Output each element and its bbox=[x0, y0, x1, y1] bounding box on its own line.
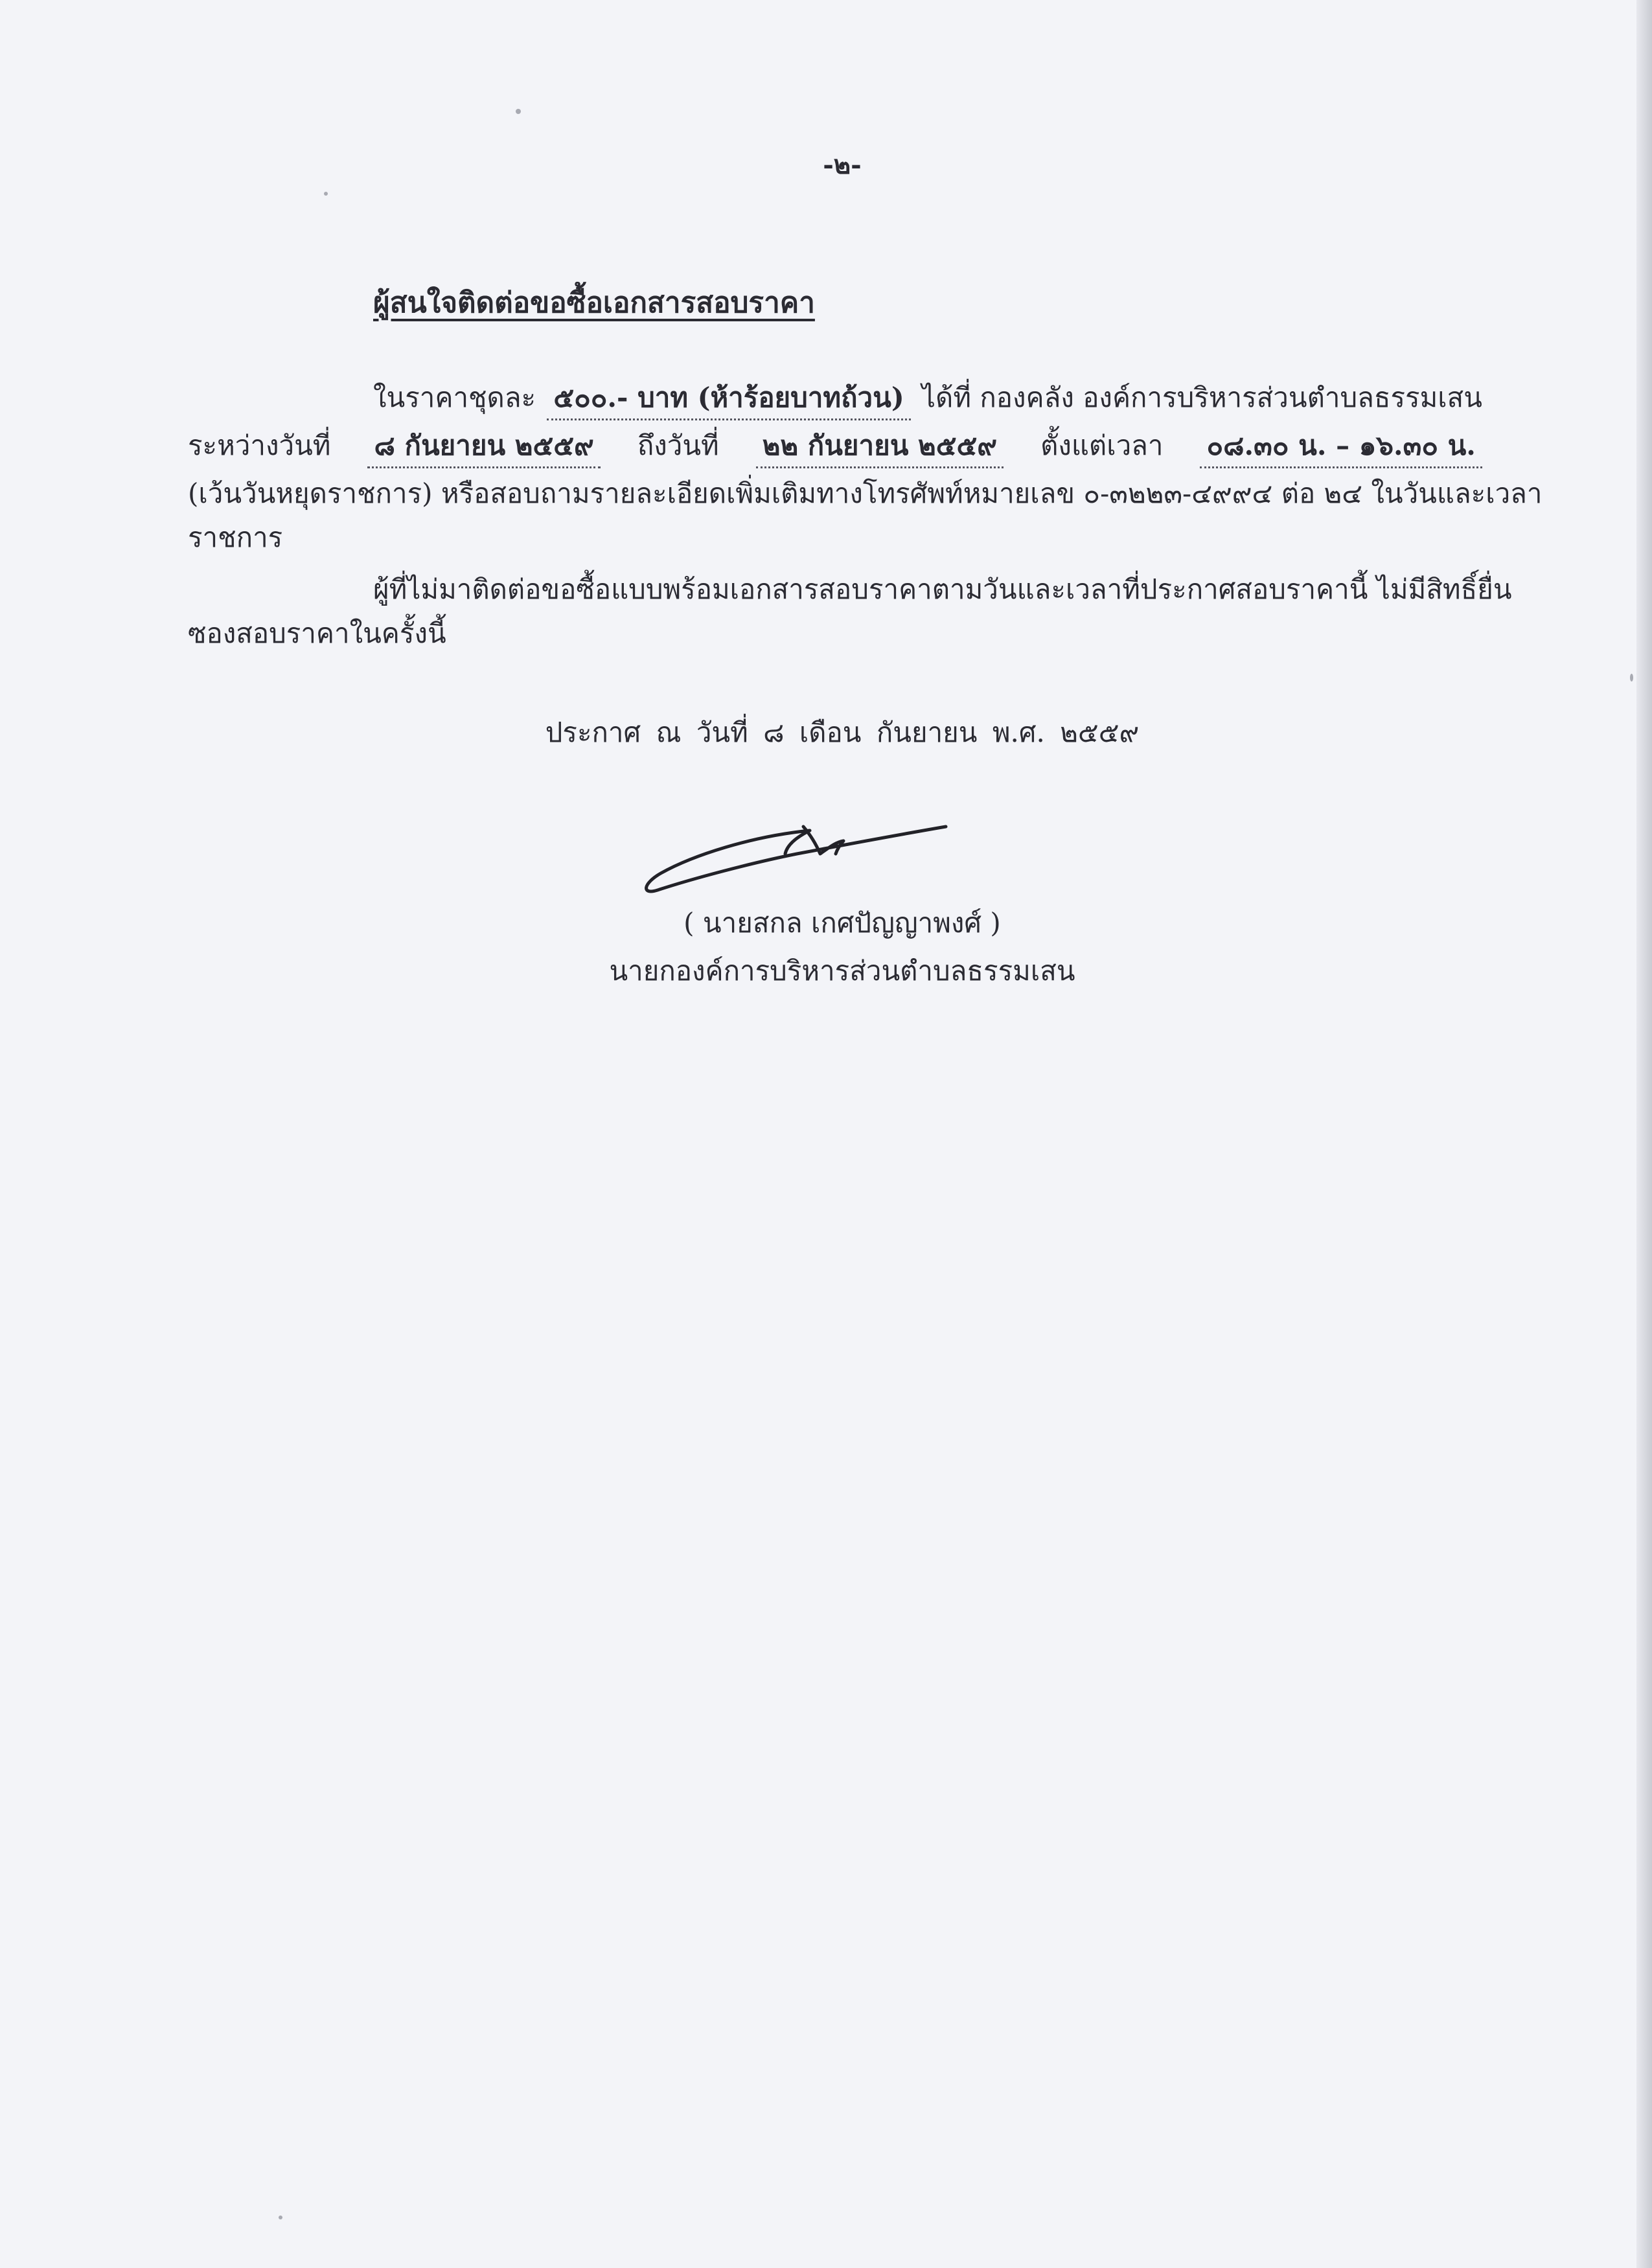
paragraph1-line2 bbox=[188, 426, 1482, 468]
paragraph2-line1: ผู้ที่ไม่มาติดต่อขอซื้อแบบพร้อมเอกสารสอบราคาตามวันและเวลาที่ประกาศสอบราคานี้ ไม่มีสิทธิ์ยื่น bbox=[373, 573, 1512, 605]
paper-speck bbox=[324, 192, 328, 196]
page-edge-shadow bbox=[1636, 0, 1652, 2268]
signer-name: ( นายสกล เกศปัญญาพงศ์ ) bbox=[683, 907, 1001, 939]
paragraph2-line2: ซองสอบราคาในครั้งนี้ bbox=[188, 617, 446, 649]
purchase-location: ได้ที่ กองคลัง องค์การบริหารส่วนตำบลธรรมเสน bbox=[921, 382, 1482, 413]
price-label: ในราคาชุดละ bbox=[373, 382, 536, 413]
heading: ผู้สนใจติดต่อขอซื้อเอกสารสอบราคา bbox=[373, 286, 815, 319]
paragraph1-line4: ราชการ bbox=[188, 521, 283, 553]
paper-speck bbox=[516, 109, 521, 114]
paper-speck bbox=[1630, 674, 1633, 682]
from-date-label: ระหว่างวันที่ bbox=[188, 430, 331, 461]
to-date-value: ๒๒ กันยายน ๒๕๕๙ bbox=[756, 426, 1004, 468]
paragraph1-line1 bbox=[373, 378, 1482, 420]
time-value: ๐๘.๓๐ น. – ๑๖.๓๐ น. bbox=[1200, 426, 1482, 468]
signature-icon bbox=[641, 807, 952, 904]
to-date-label: ถึงวันที่ bbox=[637, 430, 719, 461]
page-number: -๒- bbox=[823, 150, 862, 180]
paper-speck bbox=[279, 2216, 282, 2219]
time-label: ตั้งแต่เวลา bbox=[1040, 430, 1164, 461]
from-date-value: ๘ กันยายน ๒๕๕๙ bbox=[367, 426, 600, 468]
paragraph1-line3: (เว้นวันหยุดราชการ) หรือสอบถามรายละเอียดเพิ่มเติมทางโทรศัพท์หมายเลข ๐-๓๒๒๓-๔๙๙๔ ต่อ ๒๔ ในวันและเวลา bbox=[188, 477, 1543, 509]
announcement-date: ประกาศ ณ วันที่ ๘ เดือน กันยายน พ.ศ. ๒๕๕๙ bbox=[545, 716, 1140, 748]
signer-title: นายกองค์การบริหารส่วนตำบลธรรมเสน bbox=[609, 955, 1075, 987]
price-value: ๕๐๐.- บาท (ห้าร้อยบาทถ้วน) bbox=[547, 378, 910, 420]
